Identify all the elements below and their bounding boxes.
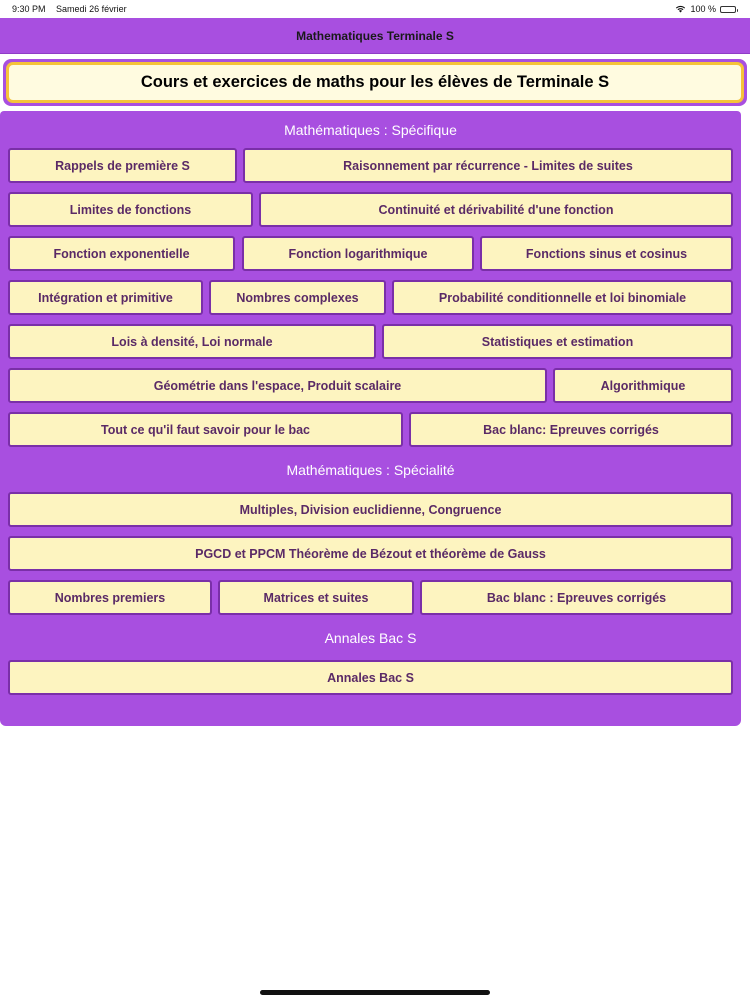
status-time: 9:30 PM [12,4,46,14]
battery-percentage: 100 % [690,4,716,14]
button-nombres-premiers[interactable]: Nombres premiers [8,580,212,615]
header-banner [3,59,747,106]
button-continuite-derivabilite[interactable]: Continuité et dérivabilité d'une fonction [259,192,733,227]
button-annales-bac-s[interactable]: Annales Bac S [8,660,733,695]
button-nombres-complexes[interactable]: Nombres complexes [209,280,386,315]
button-multiples-division[interactable]: Multiples, Division euclidienne, Congruence [8,492,733,527]
button-raisonnement-recurrence[interactable]: Raisonnement par récurrence - Limites de suites [243,148,733,183]
section-title-specialite: Mathématiques : Spécialité [286,462,455,478]
button-tout-savoir-bac[interactable]: Tout ce qu'il faut savoir pour le bac [8,412,403,447]
button-fonction-exponentielle[interactable]: Fonction exponentielle [8,236,235,271]
button-pgcd-ppcm[interactable]: PGCD et PPCM Théorème de Bézout et théorème de Gauss [8,536,733,571]
status-date: Samedi 26 février [56,4,127,14]
button-limites-fonctions[interactable]: Limites de fonctions [8,192,253,227]
button-integration-primitive[interactable]: Intégration et primitive [8,280,203,315]
home-indicator[interactable] [260,990,490,995]
battery-icon [720,6,736,13]
menu-panel [0,111,741,726]
button-probabilite-conditionnelle[interactable]: Probabilité conditionnelle et loi binomiale [392,280,733,315]
status-bar [0,0,750,18]
button-bac-blanc-specifique[interactable]: Bac blanc: Epreuves corrigés [409,412,733,447]
button-fonctions-sinus-cosinus[interactable]: Fonctions sinus et cosinus [480,236,733,271]
wifi-icon [675,5,686,13]
status-right [675,4,736,14]
button-matrices-suites[interactable]: Matrices et suites [218,580,414,615]
button-statistiques-estimation[interactable]: Statistiques et estimation [382,324,733,359]
header-title: Cours et exercices de maths pour les élèves de Terminale S [6,62,744,103]
button-rappels-premiere-s[interactable]: Rappels de première S [8,148,237,183]
section-title-specifique: Mathématiques : Spécifique [284,122,457,138]
button-algorithmique[interactable]: Algorithmique [553,368,733,403]
button-geometrie-espace[interactable]: Géométrie dans l'espace, Produit scalaire [8,368,547,403]
navigation-bar [0,18,750,54]
section-title-annales: Annales Bac S [324,630,417,646]
button-lois-densite[interactable]: Lois à densité, Loi normale [8,324,376,359]
status-left [12,4,135,14]
nav-title: Mathematiques Terminale S [296,28,454,43]
button-bac-blanc-specialite[interactable]: Bac blanc : Epreuves corrigés [420,580,733,615]
button-fonction-logarithmique[interactable]: Fonction logarithmique [242,236,474,271]
